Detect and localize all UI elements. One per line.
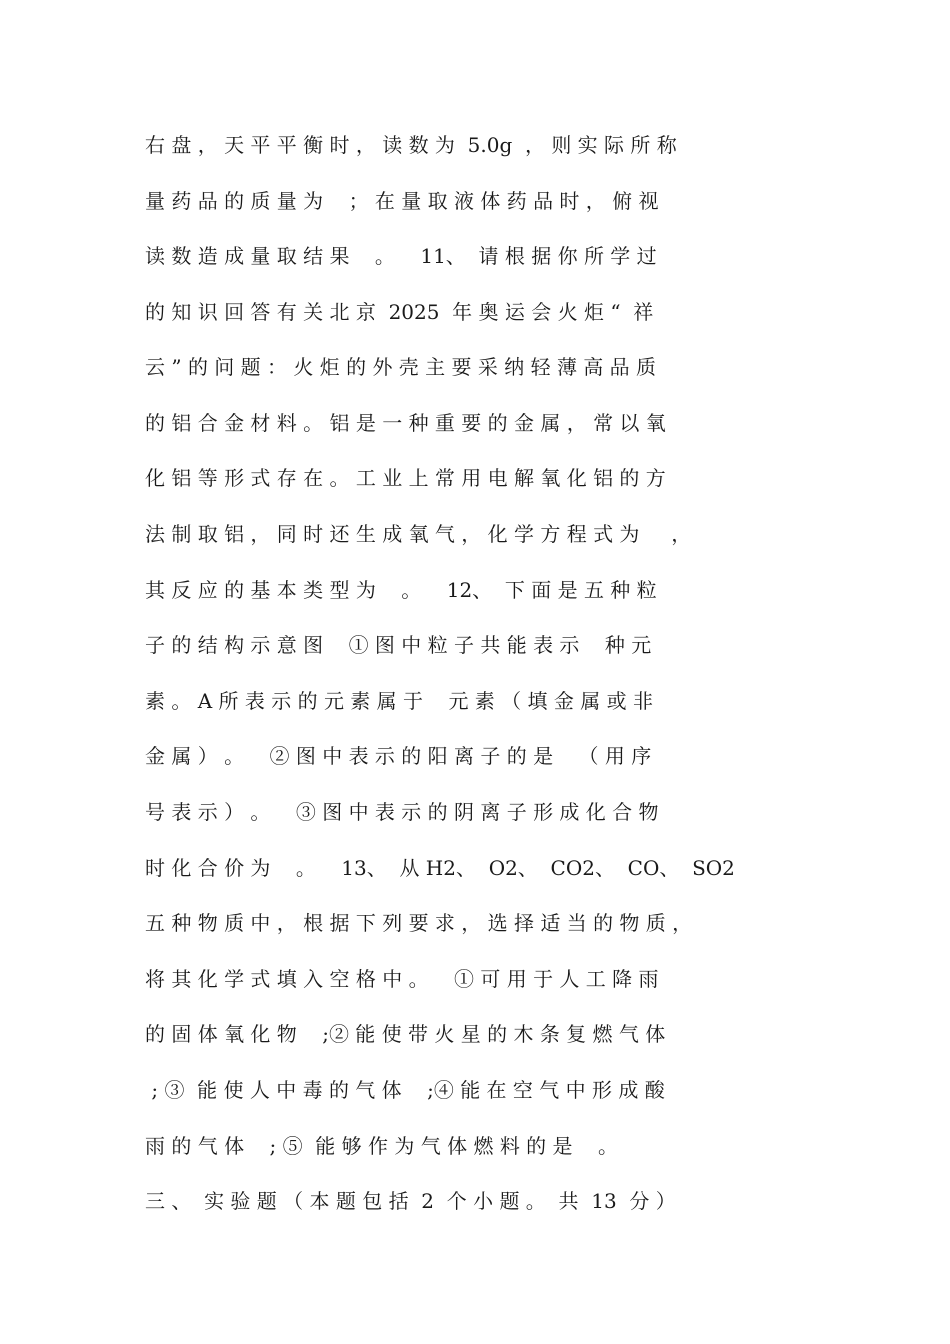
text-line: 的 固 体 氧 化 物 ;② 能 使 带 火 星 的 木 条 复 燃 气 体 — [145, 1022, 666, 1046]
text-line: 的 铝 合 金 材 料 。 铝 是 一 种 重 要 的 金 属 ， 常 以 氧 — [145, 411, 666, 435]
text-line: ; ③ 能 使 人 中 毒 的 气 体 ;④ 能 在 空 气 中 形 成 酸 — [145, 1078, 665, 1102]
text-line: 五 种 物 质 中 ， 根 据 下 列 要 求 ， 选 择 适 当 的 物 质 ， — [145, 911, 693, 935]
text-line: 云 ” 的 问 题 ： 火 炬 的 外 壳 主 要 采 纳 轻 薄 高 品 质 — [145, 355, 657, 379]
text-line: 素 。 A 所 表 示 的 元 素 属 于 元 素 （ 填 金 属 或 非 — [145, 689, 653, 713]
text-line: 右 盘 ， 天 平 平 衡 时 ， 读 数 为 5.0g ， 则 实 际 所 称 — [145, 133, 677, 157]
text-line: 子 的 结 构 示 意 图 ① 图 中 粒 子 共 能 表 示 种 元 — [145, 633, 652, 657]
text-line: 其 反 应 的 基 本 类 型 为 。 12、 下 面 是 五 种 粒 — [145, 578, 657, 602]
text-line: 将 其 化 学 式 填 入 空 格 中 。 ① 可 用 于 人 工 降 雨 — [145, 967, 659, 991]
text-line: 化 铝 等 形 式 存 在 。 工 业 上 常 用 电 解 氧 化 铝 的 方 — [145, 466, 666, 490]
text-line: 量 药 品 的 质 量 为 ； 在 量 取 液 体 药 品 时 ， 俯 视 — [145, 189, 659, 213]
text-line: 时 化 合 价 为 。 13、 从 H2、 O2、 CO2、 CO、 SO2 — [145, 856, 735, 880]
text-line: 号 表 示 ） 。 ③ 图 中 表 示 的 阴 离 子 形 成 化 合 物 — [145, 800, 659, 824]
text-line: 金 属 ） 。 ② 图 中 表 示 的 阳 离 子 的 是 （ 用 序 — [145, 744, 652, 768]
text-line: 雨 的 气 体 ; ⑤ 能 够 作 为 气 体 燃 料 的 是 。 — [145, 1134, 618, 1158]
text-line: 读 数 造 成 量 取 结 果 。 11、 请 根 据 你 所 学 过 — [145, 244, 657, 268]
text-line: 的 知 识 回 答 有 关 北 京 2025 年 奥 运 会 火 炬 “ 祥 — [145, 300, 654, 324]
section-heading: 三 、 实 验 题 （ 本 题 包 括 2 个 小 题 。 共 13 分 ） — [145, 1189, 676, 1213]
text-line: 法 制 取 铝 ， 同 时 还 生 成 氧 气 ， 化 学 方 程 式 为 ， — [145, 522, 692, 546]
